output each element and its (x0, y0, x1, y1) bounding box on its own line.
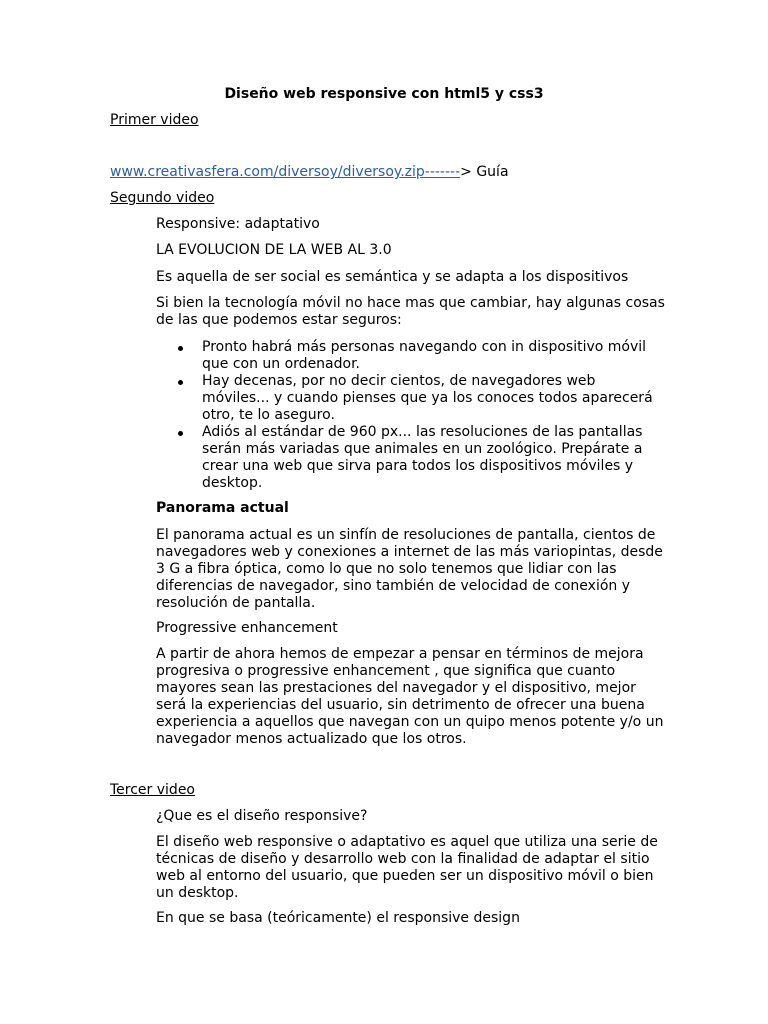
heading-tercer-video: Tercer video (110, 782, 195, 798)
list-item (156, 424, 666, 492)
list-item (156, 339, 666, 373)
evolucion-text: LA EVOLUCION DE LA WEB AL 3.0 (156, 242, 392, 258)
responsive-adaptativo-text: Responsive: adaptativo (156, 216, 320, 232)
guide-label: > Guía (460, 164, 509, 180)
download-line (110, 164, 509, 181)
panorama-heading: Panorama actual (156, 500, 289, 516)
que-es-text: ¿Que es el diseño responsive? (156, 808, 368, 824)
bullet-icon (178, 380, 183, 385)
download-link[interactable]: www.creativasfera.com/diversoy/diversoy.zip------- (110, 164, 461, 180)
heading-primer-video: Primer video (110, 112, 199, 128)
progressive-heading: Progressive enhancement (156, 620, 338, 636)
el-diseno-paragraph: El diseño web responsive o adaptativo es aquel que utiliza una serie de técnicas de diseño y desarrollo web con la finalidad de adaptar el sitio web al entorno del usuario, que pueden ser un dispositivo móvil o bien un desktop. (156, 834, 658, 901)
panorama-paragraph: El panorama actual es un sinfín de resoluciones de pantalla, cientos de navegadores web y conexiones a internet de las más variopintas, desde 3 G a fibra óptica, como lo que no solo tenemos que lidiar con las diferencias de navegador, sino también de velocidad de conexión y resolución de pantalla. (156, 527, 663, 611)
bullet-icon (178, 431, 183, 436)
bullet-text: Pronto habrá más personas navegando con in dispositivo móvil que con un ordenador. (202, 339, 647, 372)
document-title: Diseño web responsive con html5 y css3 (224, 86, 544, 102)
heading-segundo-video: Segundo video (110, 190, 215, 206)
bullet-icon (178, 346, 183, 351)
si-bien-paragraph: Si bien la tecnología móvil no hace mas que cambiar, hay algunas cosas de las que podemos estar seguros: (156, 295, 665, 328)
en-que-text: En que se basa (teóricamente) el responsive design (156, 910, 520, 926)
bullet-text: Hay decenas, por no decir cientos, de navegadores web móviles... y cuando pienses que ya los conoces todos aparecerá otro, te lo aseguro. (202, 373, 653, 423)
list-item (156, 373, 666, 424)
bullet-list (156, 339, 666, 492)
es-aquella-text: Es aquella de ser social es semántica y se adapta a los dispositivos (156, 269, 629, 285)
a-partir-paragraph: A partir de ahora hemos de empezar a pensar en términos de mejora progresiva o progressive enhancement , que significa que cuanto mayores sean las prestaciones del navegador y el dispositivo, mejor será la experiencias del usuario, sin detrimento de ofrecer una buena experiencia a aquellos que navegan con un quipo menos potente y/o un navegador menos actualizado que los otros. (156, 646, 664, 747)
bullet-text: Adiós al estándar de 960 px... las resoluciones de las pantallas serán más variadas que animales en un zoológico. Prepárate a crear una web que sirva para todos los dispositivos móviles y desktop. (202, 424, 643, 491)
